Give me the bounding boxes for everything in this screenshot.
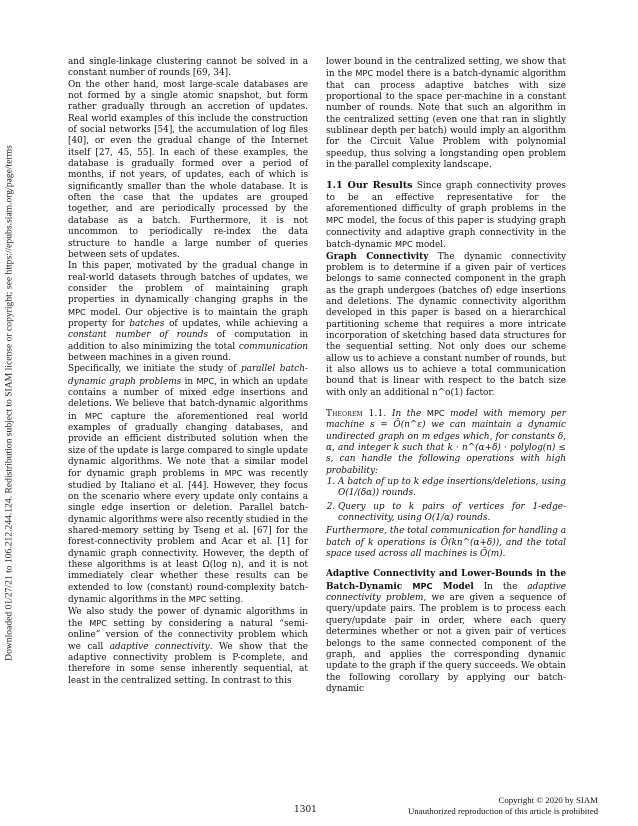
left-column xyxy=(68,57,308,687)
theorem-label: Theorem 1.1. xyxy=(326,408,387,419)
section-our-results: 1.1 Our Results Since graph connectivity proves to be an effective representative for the aforementioned difficulty of graph problems in the MPC model, the focus of this paper is studying graph connectivity and adaptive graph connectivity in the batch-dynamic MPC model. xyxy=(326,180,566,251)
theorem-operations-list xyxy=(326,477,566,524)
reproduction-notice: Unauthorized reproduction of this article is prohibited xyxy=(407,806,598,816)
paragraph: lower bound in the centralized setting, we show that in the MPC model there is a batch-dynamic algorithm that can process adaptive batches with size proportional to the space per-machine in a constant number of rounds. Note that such an algorithm in the centralized setting (even one that ran in slightly sublinear depth per batch) would imply an algorithm for the Circuit Value Problem with polynomial speedup, thus solving a longstanding open problem in the parallel complexity landscape. xyxy=(326,57,566,171)
paragraph: On the other hand, most large-scale databases are not formed by a single atomic snapshot, but form rather gradually through an accretion of updates. Real world examples of this include the construction of social networks [54], the accumulation of log files [40], or even the gradual change of the Internet itself [27, 45, 55]. In each of these examples, the database is gradually formed over a period of months, if not years, of updates, each of which is significantly smaller than the whole database. It is often the case that the updates are grouped together, and are periodically processed by the database as a batch. Furthermore, it is not uncommon to periodically re-index the data structure to handle a large number of queries between sets of updates. xyxy=(68,79,308,260)
paragraph-adaptive-connectivity: Adaptive Connectivity and Lower-Bounds in the Batch-Dynamic MPC Model In the adaptive connectivity problem, we are given a sequence of query/update pairs. The problem is to process each query/update pair in order, where each query determines whether or not a given pair of vertices belongs to the same connected component of the graph, and applies the corresponding dynamic update to the graph if the query succeeds. We obtain the following corollary by applying our batch-dynamic xyxy=(326,569,566,694)
paragraph: In this paper, motivated by the gradual change in real-world datasets through batches of updates, we consider the problem of maintaining graph properties in dynamically changing graphs in the MPC model. Our objective is to maintain the graph property for batches of updates, while achieving a constant number of rounds of computation in addition to also minimizing the total communication between machines in a given round. xyxy=(68,261,308,363)
copyright-notice xyxy=(408,795,598,817)
download-notice-sidebar xyxy=(2,118,16,688)
paragraph: and single-linkage clustering cannot be solved in a constant number of rounds [69, 34]. xyxy=(68,57,308,79)
paragraph: Specifically, we initiate the study of parallel batch-dynamic graph problems in MPC, in which an update contains a number of mixed edge insertions and deletions. We believe that batch-dynamic algorithms in MPC capture the aforementioned real world examples of gradually changing databases, and provide an efficient distributed solution when the size of the update is large compared to single update dynamic algorithms. We note that a similar model for dynamic graph problems in MPC was recently studied by Italiano et al. [44]. However, they focus on the scenario where every update only contains a single edge insertion or deletion. Parallel batch-dynamic algorithms were also recently studied in the shared-memory setting by Tseng et al. [67] for the forest-connectivity problem and Acar et al. [1] for dynamic graph connectivity. However, the depth of these algorithms is at least Ω(log n), and it is not immediately clear whether these results can be extended to low (constant) round-complexity batch-dynamic algorithms in the MPC setting. xyxy=(68,364,309,606)
paragraph-heading: Graph Connectivity xyxy=(326,251,429,262)
section-heading: 1.1 Our Results xyxy=(326,180,413,192)
theorem-1-1: Theorem 1.1. In the MPC model with memory per machine s = Õ(n^ε) we can maintain a dynamic undirected graph on m edges which, for constants δ, α, and integer k such that k · n^(α+δ) · polylog(n) ≤ s, can handle the following operations with high probability: 1. A batch of up to k edge insertions/deletions, using O(1/(δα)) rounds. 2. Query up to k pairs of vertices for 1-edge-connectivity, using O(1/α) rounds. Furthermore, the total communication for handling a batch of k operations is Õ(kn^(α+δ)), and the total space used across all machines is Õ(m). xyxy=(326,408,566,560)
list-item: 1. A batch of up to k edge insertions/deletions, using O(1/(δα)) rounds. xyxy=(338,477,566,500)
download-notice-text: Downloaded 01/27/21 to 106.212.244.124. Redistribution subject to SIAM license or copyright; see https://epubs.siam.org/page/terms xyxy=(3,145,15,661)
copyright-line: Copyright © 2020 by SIAM xyxy=(498,795,598,805)
paragraph-graph-connectivity: Graph Connectivity The dynamic connectivity problem is to determine if a given pair of vertices belongs to same connected component in the graph as the graph undergoes (batches of) edge insertions and deletions. The dynamic connectivity algorithm developed in this paper is based on a hierarchical partitioning scheme that requires a more intricate incorporation of sketching based data structures for the sequential setting. Not only does our scheme allow us to achieve a constant number of rounds, but it also allows us to achieve a total communication bound that is linear with respect to the batch size with only an additional n^o(1) factor. xyxy=(326,251,566,398)
paragraph-heading: Adaptive Connectivity and Lower-Bounds in the Batch-Dynamic MPC Model xyxy=(326,569,566,592)
right-column xyxy=(326,57,566,695)
paragraph: We also study the power of dynamic algorithms in the MPC setting by considering a natural “semi-online” version of the connectivity problem which we call adaptive connectivity. We show that the adaptive connectivity problem is P-complete, and therefore in some sense inherently sequential, at least in the centralized setting. In contrast to this xyxy=(68,606,309,686)
page-number: 1301 xyxy=(294,805,317,815)
list-item: 2. Query up to k pairs of vertices for 1-edge-connectivity, using O(1/α) rounds. xyxy=(338,502,566,525)
theorem-remark: Furthermore, the total communication for handling a batch of k operations is Õ(kn^(α+δ)), and the total space used across all machines is Õ(m). xyxy=(326,526,566,560)
